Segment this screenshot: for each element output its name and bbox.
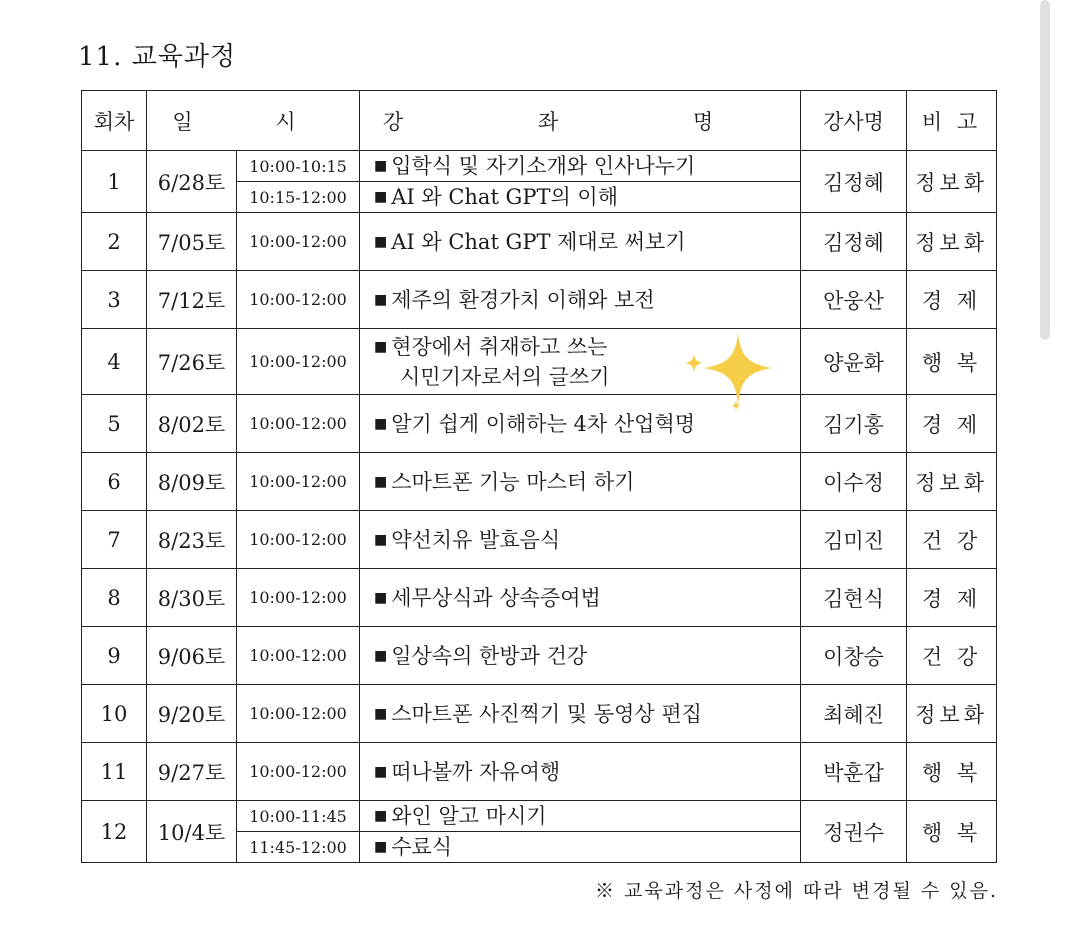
header-instructor: 강사명 — [801, 91, 907, 151]
header-round: 회차 — [82, 91, 147, 151]
session-title: 스마트폰 사진찍기 및 동영상 편집 — [391, 701, 702, 726]
session-instructor: 김현식 — [801, 569, 907, 627]
table-row — [82, 511, 997, 569]
session-title: 세무상식과 상속증여법 — [391, 585, 601, 610]
session-date: 7/05토 — [147, 213, 237, 271]
bullet-icon: ■ — [374, 839, 388, 855]
session-instructor: 안웅산 — [801, 271, 907, 329]
session-instructor: 박훈갑 — [801, 743, 907, 801]
header-lecture: 강 좌 명 — [360, 91, 801, 151]
bullet-icon: ■ — [374, 473, 388, 490]
session-time: 10:00-12:00 — [237, 271, 360, 329]
session-title-cell — [360, 271, 801, 329]
session-instructor: 최혜진 — [801, 685, 907, 743]
table-row — [82, 329, 997, 395]
section-title: 11. 교육과정 — [78, 42, 237, 72]
session-number: 4 — [82, 329, 147, 395]
session-number: 3 — [82, 271, 147, 329]
session-time: 10:00-12:00 — [237, 685, 360, 743]
session-number: 10 — [82, 685, 147, 743]
session-title: 일상속의 한방과 건강 — [391, 643, 588, 668]
session-time: 10:15-12:00 — [237, 182, 360, 213]
table-header-row — [82, 91, 997, 151]
table-row — [82, 453, 997, 511]
session-title: 알기 쉽게 이해하는 4차 산업혁명 — [391, 411, 696, 436]
session-title: 현장에서 취재하고 쓰는 — [391, 334, 608, 359]
session-date: 9/20토 — [147, 685, 237, 743]
bullet-icon: ■ — [374, 291, 388, 308]
session-time: 10:00-12:00 — [237, 743, 360, 801]
session-title: 입학식 및 자기소개와 인사나누기 — [391, 154, 696, 178]
session-time: 10:00-11:45 — [237, 801, 360, 832]
session-date: 10/4토 — [147, 801, 237, 863]
session-date: 8/23토 — [147, 511, 237, 569]
session-time: 10:00-12:00 — [237, 213, 360, 271]
session-instructor: 이수정 — [801, 453, 907, 511]
session-instructor: 정권수 — [801, 801, 907, 863]
session-number: 9 — [82, 627, 147, 685]
session-note: 경 제 — [907, 395, 997, 453]
session-number: 6 — [82, 453, 147, 511]
session-note: 정보화 — [907, 685, 997, 743]
table-row — [82, 213, 997, 271]
table-row — [82, 627, 997, 685]
session-title-cell — [360, 395, 801, 453]
page-scrollbar[interactable] — [1040, 0, 1050, 340]
table-row — [82, 151, 997, 182]
table-row — [82, 569, 997, 627]
session-note: 행 복 — [907, 801, 997, 863]
bullet-icon: ■ — [374, 233, 388, 250]
session-time: 10:00-10:15 — [237, 151, 360, 182]
session-title-cell — [360, 569, 801, 627]
session-time: 10:00-12:00 — [237, 453, 360, 511]
session-date: 6/28토 — [147, 151, 237, 213]
session-title-cell — [360, 627, 801, 685]
session-note: 행 복 — [907, 743, 997, 801]
session-number: 11 — [82, 743, 147, 801]
session-note: 행 복 — [907, 329, 997, 395]
session-note: 건 강 — [907, 627, 997, 685]
session-number: 5 — [82, 395, 147, 453]
session-instructor: 김정혜 — [801, 213, 907, 271]
footnote: ※ 교육과정은 사정에 따라 변경될 수 있음. — [595, 880, 998, 902]
session-title: 와인 알고 마시기 — [391, 804, 547, 828]
session-time: 10:00-12:00 — [237, 627, 360, 685]
bullet-icon: ■ — [374, 589, 388, 606]
session-date: 9/27토 — [147, 743, 237, 801]
session-note: 경 제 — [907, 569, 997, 627]
session-title-cell — [360, 329, 801, 395]
table-row — [82, 395, 997, 453]
table-body — [82, 151, 997, 863]
session-number: 1 — [82, 151, 147, 213]
session-title: AI 와 Chat GPT의 이해 — [391, 185, 619, 209]
session-number: 2 — [82, 213, 147, 271]
session-number: 8 — [82, 569, 147, 627]
session-note: 정보화 — [907, 213, 997, 271]
bullet-icon: ■ — [374, 808, 388, 824]
bullet-icon: ■ — [374, 763, 388, 780]
session-title: AI 와 Chat GPT 제대로 써보기 — [391, 229, 686, 254]
header-note: 비 고 — [907, 91, 997, 151]
table-row — [82, 271, 997, 329]
session-title: 제주의 환경가치 이해와 보전 — [391, 287, 655, 312]
session-instructor: 김기홍 — [801, 395, 907, 453]
bullet-icon: ■ — [374, 158, 388, 174]
bullet-icon: ■ — [374, 705, 388, 722]
bullet-icon: ■ — [374, 189, 388, 205]
session-title-cell — [360, 832, 801, 863]
session-title: 약선치유 발효음식 — [391, 527, 561, 552]
session-number: 12 — [82, 801, 147, 863]
session-instructor: 김정혜 — [801, 151, 907, 213]
session-note: 건 강 — [907, 511, 997, 569]
session-title-cell — [360, 182, 801, 213]
session-title-cell — [360, 453, 801, 511]
session-title: 스마트폰 기능 마스터 하기 — [391, 469, 635, 494]
session-time: 10:00-12:00 — [237, 395, 360, 453]
session-date: 9/06토 — [147, 627, 237, 685]
table-row — [82, 743, 997, 801]
session-note: 경 제 — [907, 271, 997, 329]
session-title: 떠나볼까 자유여행 — [391, 759, 561, 784]
table-row — [82, 801, 997, 832]
session-time: 10:00-12:00 — [237, 511, 360, 569]
session-instructor: 양윤화 — [801, 329, 907, 395]
session-time: 11:45-12:00 — [237, 832, 360, 863]
bullet-icon: ■ — [374, 415, 388, 432]
session-instructor: 김미진 — [801, 511, 907, 569]
session-title-cell — [360, 511, 801, 569]
session-date: 8/30토 — [147, 569, 237, 627]
table-row — [82, 685, 997, 743]
session-date: 7/12토 — [147, 271, 237, 329]
session-date: 8/02토 — [147, 395, 237, 453]
bullet-icon: ■ — [374, 338, 388, 355]
bullet-icon: ■ — [374, 531, 388, 548]
session-note: 정보화 — [907, 151, 997, 213]
session-title-cell — [360, 801, 801, 832]
session-date: 8/09토 — [147, 453, 237, 511]
header-datetime: 일 시 — [147, 91, 360, 151]
session-title-line-2: 시민기자로서의 글쓰기 — [400, 364, 610, 389]
session-title-cell — [360, 213, 801, 271]
session-number: 7 — [82, 511, 147, 569]
session-date: 7/26토 — [147, 329, 237, 395]
session-time: 10:00-12:00 — [237, 569, 360, 627]
session-note: 정보화 — [907, 453, 997, 511]
session-title: 수료식 — [391, 835, 453, 859]
bullet-icon: ■ — [374, 647, 388, 664]
session-title-cell — [360, 743, 801, 801]
session-time: 10:00-12:00 — [237, 329, 360, 395]
session-instructor: 이창승 — [801, 627, 907, 685]
session-title-cell — [360, 151, 801, 182]
curriculum-table — [81, 90, 997, 863]
session-title-cell — [360, 685, 801, 743]
